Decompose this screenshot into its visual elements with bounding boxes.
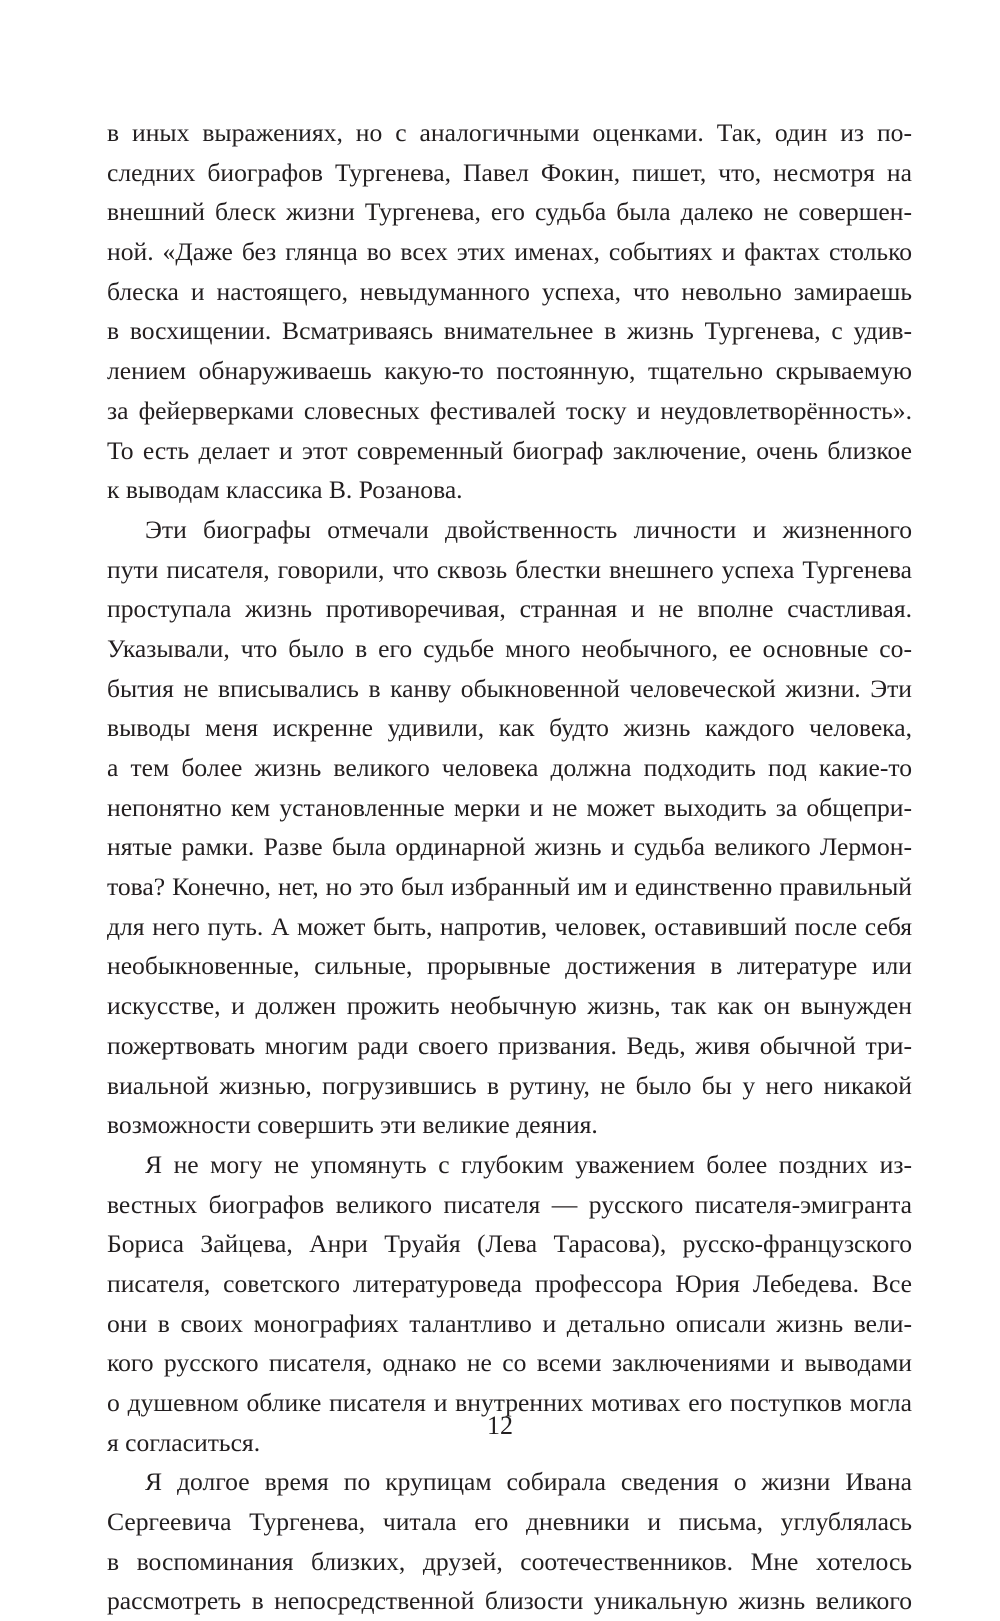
text-line: Сергеевича Тургенева, читала его дневники и письма, углублялась: [107, 1507, 912, 1537]
text-line: за фейерверками словесных фестивалей тоску и неудовлетворённость».: [107, 395, 912, 425]
text-line: кого русского писателя, однако не со всеми заключениями и выводами: [107, 1348, 912, 1378]
text-line: я согласиться.: [107, 1427, 261, 1457]
paragraph-2: [107, 510, 912, 1145]
text-line: Бориса Зайцева, Анри Труайя (Лева Тарасова), русско-французского: [107, 1229, 912, 1259]
text-line: пути писателя, говорили, что сквозь блестки внешнего успеха Тургенева: [107, 554, 912, 584]
text-line: Я долгое время по крупицам собирала сведения о жизни Ивана: [145, 1467, 912, 1497]
text-line: о душевном облике писателя и внутренних мотивах его поступков могла: [107, 1388, 912, 1417]
text-line: непонятно кем установленные мерки и не может выходить за общепри-: [107, 792, 912, 822]
text-line: в иных выражениях, но с аналогичными оценками. Так, один из по-: [107, 118, 912, 147]
text-line: блеска и настоящего, невыдуманного успеха, что невольно замираешь: [107, 276, 912, 306]
text-line: рассмотреть в непосредственной близости уникальную жизнь великого: [107, 1586, 912, 1616]
text-line: в воспоминания близких, друзей, соотечественников. Мне хотелось: [107, 1546, 912, 1576]
text-line: выводы меня искренне удивили, как будто жизнь каждого человека,: [107, 713, 912, 743]
text-line: бытия не вписывались в канву обыкновенной человеческой жизни. Эти: [107, 673, 912, 703]
text-line: возможности совершить эти великие деяния.: [107, 1110, 598, 1140]
text-line: они в своих монографиях талантливо и детально описали жизнь вели-: [107, 1308, 912, 1338]
text-line: для него путь. А может быть, напротив, человек, оставивший после себя: [107, 911, 912, 941]
text-line: пожертвовать многим ради своего призвания. Ведь, живя обычной три-: [107, 1030, 912, 1060]
text-line: нятые рамки. Разве была ординарной жизнь и судьба великого Лермон-: [107, 832, 912, 862]
text-line: следних биографов Тургенева, Павел Фокин, пишет, что, несмотря на: [107, 157, 912, 187]
text-line: То есть делает и этот современный биограф заключение, очень близкое: [107, 435, 912, 465]
paragraph-1: [107, 113, 912, 510]
text-line: Указывали, что было в его судьбе много необычного, ее основные со-: [107, 633, 912, 663]
text-line: искусстве, и должен прожить необычную жизнь, так как он вынужден: [107, 991, 912, 1021]
text-line: внешний блеск жизни Тургенева, его судьба была далеко не совершен-: [107, 197, 912, 227]
text-line: това? Конечно, нет, но это был избранный им и единственно правильный: [107, 872, 912, 902]
text-line: ной. «Даже без глянца во всех этих именах, событиях и фактах столько: [107, 237, 912, 267]
text-line: Я не могу не упомянуть с глубоким уважением более поздних из-: [145, 1149, 912, 1179]
text-line: лением обнаруживаешь какую-то постоянную, тщательно скрываемую: [107, 356, 912, 386]
text-line: в восхищении. Всматриваясь внимательнее в жизнь Тургенева, с удив-: [107, 316, 912, 346]
text-line: а тем более жизнь великого человека должна подходить под какие-то: [107, 753, 912, 782]
page-number: 12: [487, 1411, 513, 1440]
paragraph-4: [107, 1462, 912, 1621]
text-line: проступала жизнь противоречивая, странная и не вполне счастливая.: [107, 594, 912, 624]
text-line: виальной жизнью, погрузившись в рутину, не было бы у него никакой: [107, 1070, 912, 1100]
text-line: к выводам классика В. Розанова.: [107, 475, 463, 505]
text-line: писателя, советского литературоведа профессора Юрия Лебедева. Все: [107, 1268, 912, 1298]
book-page-text: [107, 113, 912, 1621]
text-line: вестных биографов великого писателя — русского писателя-эмигранта: [107, 1189, 912, 1219]
text-line: необыкновенные, сильные, прорывные достижения в литературе или: [107, 951, 912, 981]
text-line: Эти биографы отмечали двойственность личности и жизненного: [145, 514, 912, 544]
